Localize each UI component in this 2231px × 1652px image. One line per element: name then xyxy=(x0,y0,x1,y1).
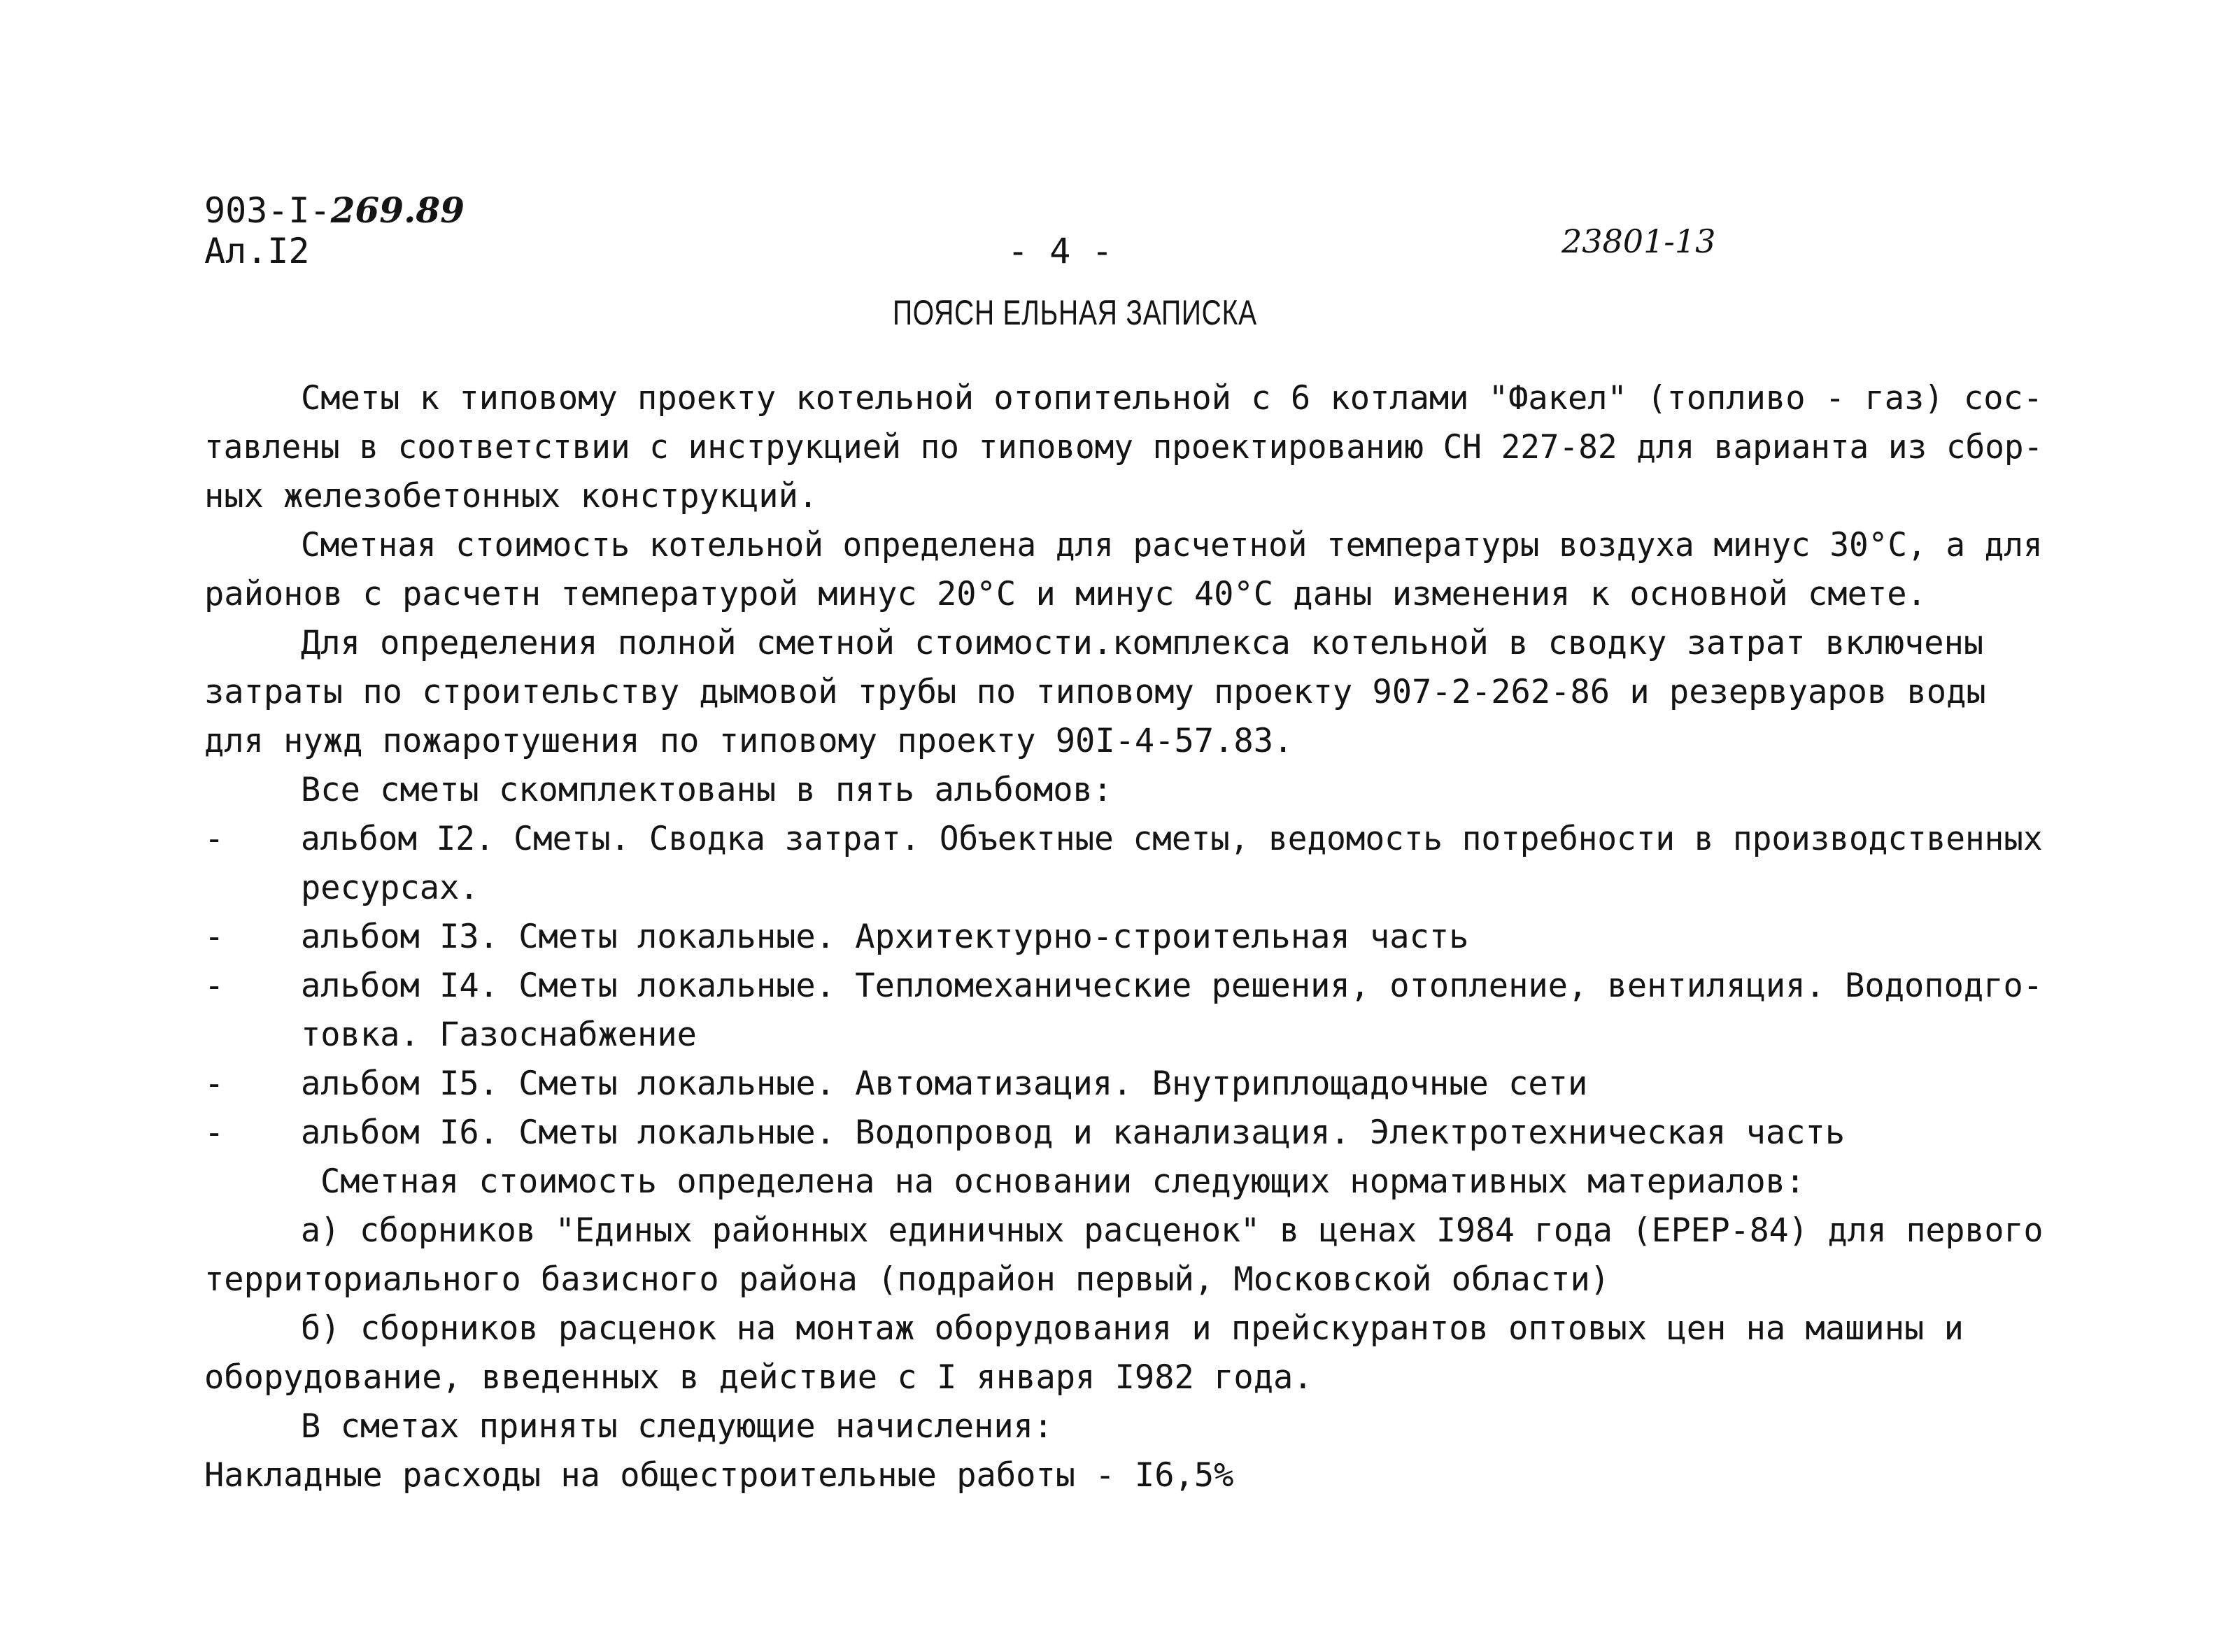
list-dash: - xyxy=(204,918,225,956)
document-number: 23801-13 xyxy=(1561,222,1716,260)
text-line: районов с расчетн температурой минус 20°С и минус 40°С даны изменения к основной смете. xyxy=(204,575,1927,613)
text-line: территориального базисного района (подрайон первый, Московской области) xyxy=(204,1260,1610,1299)
list-item: альбом I5. Сметы локальные. Автоматизация. Внутриплощадочные сети xyxy=(301,1064,1588,1103)
list-item: альбом I2. Сметы. Сводка затрат. Объектные сметы, ведомость потребности в производственных xyxy=(301,820,2043,858)
code-handwritten: 269.89 xyxy=(330,190,465,231)
page-number: - 4 - xyxy=(1007,231,1113,271)
list-item: альбом I3. Сметы локальные. Архитектурно-строительная часть xyxy=(301,918,1469,956)
page-title: ПОЯСН ЕЛЬНАЯ ЗАПИСКА xyxy=(893,293,1257,332)
text-line: В сметах приняты следующие начисления: xyxy=(301,1407,1054,1446)
list-item: ресурсах. xyxy=(301,869,479,907)
list-item: альбом I6. Сметы локальные. Водопровод и канализация. Электротехническая часть xyxy=(301,1113,1846,1152)
list-item: альбом I4. Сметы локальные. Тепломеханические решения, отопление, вентиляция. Водоподго- xyxy=(301,967,2044,1005)
list-dash: - xyxy=(204,967,225,1005)
text-line: а) сборников "Единых районных единичных расценок" в ценах I984 года (ЕРЕР-84) для первого xyxy=(301,1211,2044,1250)
text-line: тавлены в соответствии с инструкцией по типовому проектированию СН 227-82 для варианта из сбор- xyxy=(204,428,2044,467)
list-item: товка. Газоснабжение xyxy=(301,1016,697,1054)
code-prefix: 903-I- xyxy=(204,190,331,231)
text-line: Все сметы скомплектованы в пять альбомов: xyxy=(301,771,1113,809)
text-line: Сметная стоимость котельной определена для расчетной температуры воздуха минус 30°С, а для xyxy=(301,526,2043,564)
album-label: Ал.I2 xyxy=(204,231,310,271)
document-code xyxy=(204,190,465,231)
text-line: для нужд пожаротушения по типовому проекту 90I-4-57.83. xyxy=(204,722,1294,760)
text-line: Сметная стоимость определена на основании следующих нормативных материалов: xyxy=(320,1162,1806,1201)
text-line: оборудование, введенных в действие с I января I982 года. xyxy=(204,1358,1313,1397)
text-line: затраты по строительству дымовой трубы по типовому проекту 907-2-262-86 и резервуаров воды xyxy=(204,673,1986,711)
text-line: Накладные расходы на общестроительные работы - I6,5% xyxy=(204,1456,1234,1495)
text-line: Сметы к типовому проекту котельной отопительной с 6 котлами "Факел" (топливо - газ) сос- xyxy=(301,379,2044,418)
text-line: Для определения полной сметной стоимости.комплекса котельной в сводку затрат включены xyxy=(301,624,1984,662)
text-line: б) сборников расценок на монтаж оборудования и прейскурантов оптовых цен на машины и xyxy=(301,1309,1964,1348)
list-dash: - xyxy=(204,820,225,858)
text-line: ных железобетонных конструкций. xyxy=(204,477,819,515)
list-dash: - xyxy=(204,1113,225,1152)
list-dash: - xyxy=(204,1064,225,1103)
